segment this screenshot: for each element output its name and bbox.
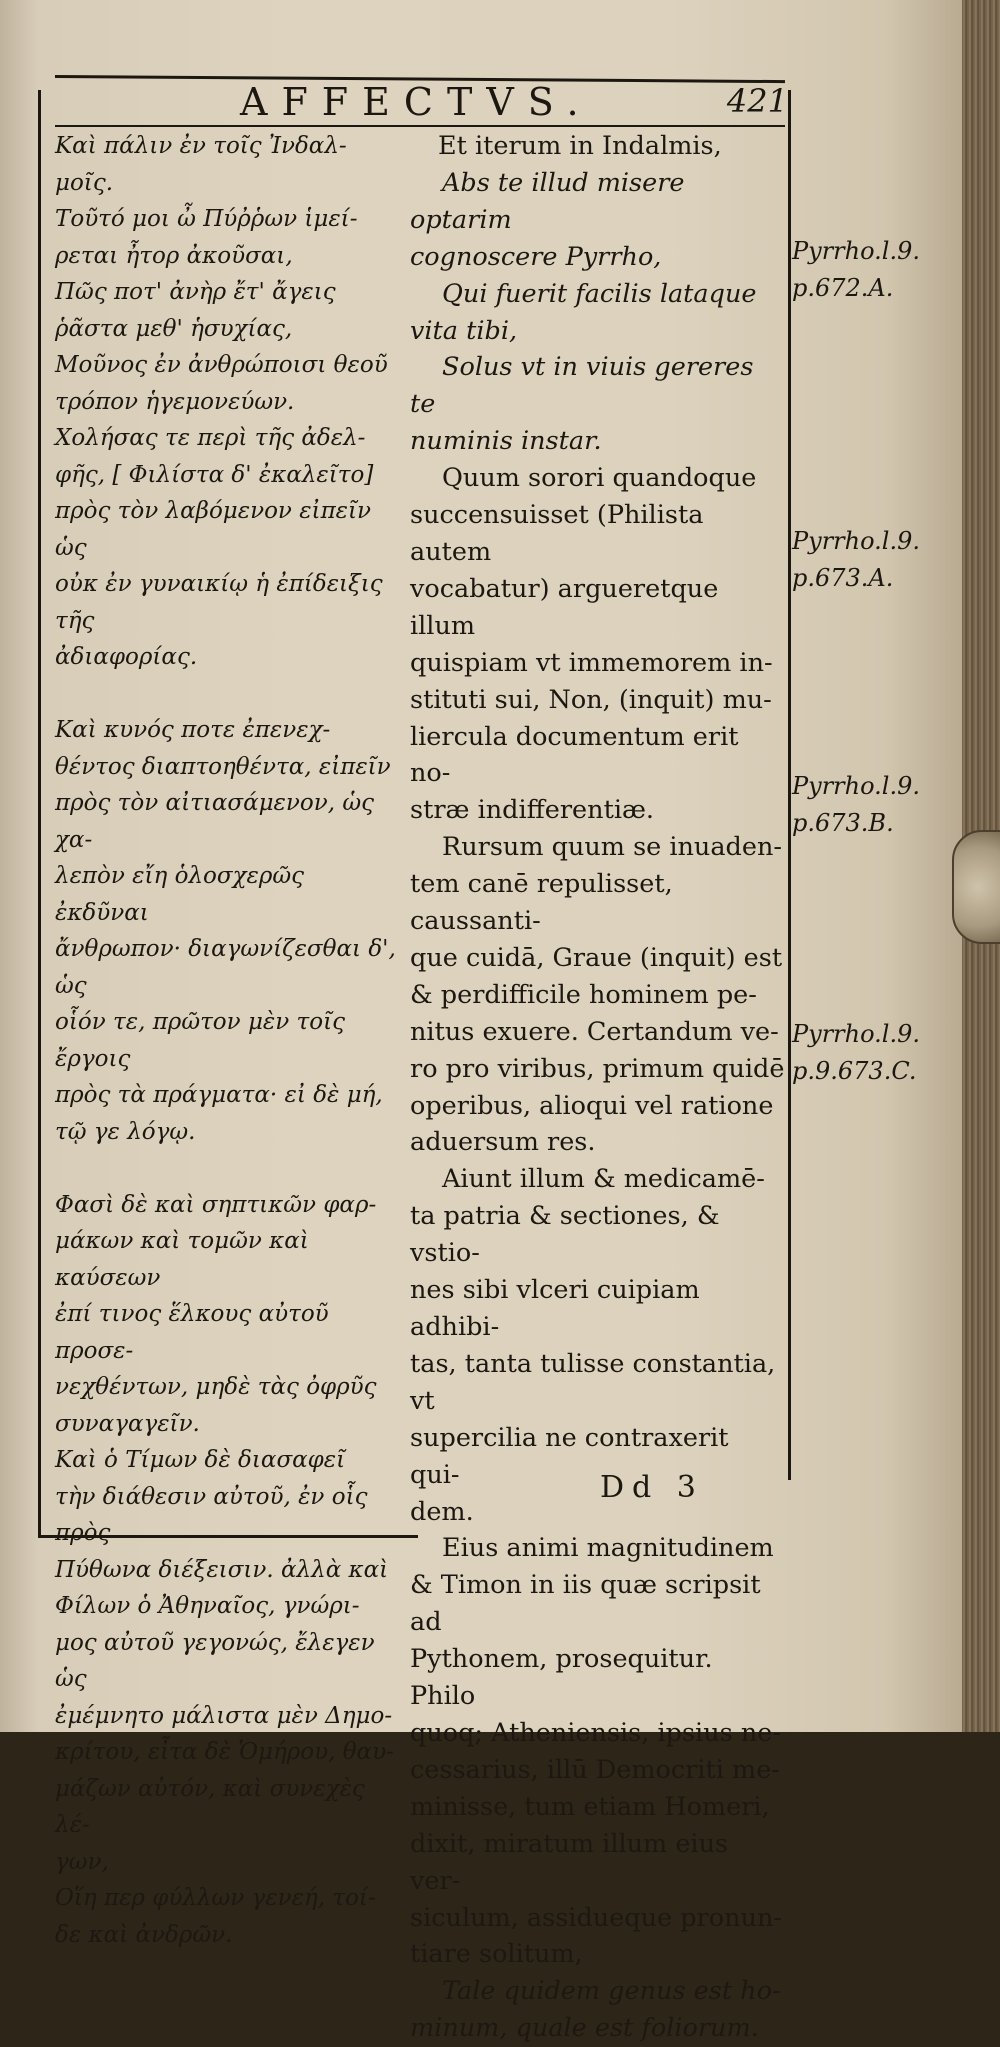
greek-line: ἀδιαφορίας. — [55, 644, 198, 670]
greek-line: οὐκ ἐν γυναικίῳ ἡ ἐπίδειξις τῆς — [55, 571, 383, 634]
latin-column — [410, 128, 785, 2047]
latin-line: Rursum quum se inuaden- — [442, 832, 783, 863]
greek-line: ῥᾶστα μεθ' ἡσυχίας, — [55, 315, 293, 342]
margin-note-page: p.673.A. — [792, 563, 894, 592]
greek-line: συναγαγεῖν. — [55, 1410, 200, 1437]
latin-line: Qui fuerit facilis lataque — [442, 278, 757, 309]
latin-line: stræ indifferentiæ. — [410, 795, 655, 826]
margin-note — [792, 768, 952, 842]
greek-line: τὴν διάθεσιν αὐτοῦ, ἐν οἷς πρὸς — [55, 1483, 368, 1546]
head-underline — [55, 125, 785, 127]
greek-line: νεχθέντων, μηδὲ τὰς ὀφρῦς — [55, 1374, 377, 1400]
latin-line: Et iterum in Indalmis, — [438, 131, 722, 161]
latin-line: Aiunt illum & medicamē- — [442, 1164, 765, 1195]
margin-note-book: Pyrrho.l.9. — [792, 527, 920, 555]
latin-line: dem. — [410, 1496, 474, 1527]
greek-line: τρόπον ἡγεμονεύων. — [55, 388, 295, 415]
greek-line: Οἵη περ φύλλων γενεή, τοί- — [55, 1885, 376, 1911]
greek-line: οἷόν τε, πρῶτον μὲν τοῖς ἔργοις — [55, 1009, 346, 1072]
greek-line: Τοῦτό μοι ὦ Πύῤῥων ἱμεί- — [55, 206, 358, 232]
frame-right-rule — [788, 90, 791, 1480]
latin-line: tas, tanta tulisse constantia, vt — [410, 1348, 776, 1416]
greek-line: δε καὶ ἀνδρῶν. — [55, 1921, 233, 1948]
latin-line: Eius animi magnitudinem — [442, 1533, 774, 1564]
greek-line: θέντος διαπτοηθέντα, εἰπεῖν — [55, 753, 391, 780]
greek-line: Καὶ ὁ Τίμων δὲ διασαφεῖ — [55, 1447, 346, 1473]
frame-left-rule — [38, 90, 41, 1535]
margin-note-book: Pyrrho.l.9. — [792, 237, 920, 265]
greek-line: Φασὶ δὲ καὶ σηπτικῶν φαρ- — [55, 1191, 377, 1218]
greek-line: μος αὐτοῦ γεγονώς, ἔλεγεν ὡς — [55, 1629, 375, 1692]
latin-line: Solus vt in viuis gereres te — [410, 352, 754, 420]
latin-line: ta patria & sectiones, & vstio- — [410, 1201, 720, 1269]
greek-line: Μοῦνος ἐν ἀνθρώποισι θεοῦ — [55, 352, 388, 378]
greek-line: Καὶ πάλιν ἐν τοῖς Ἰνδαλ- — [55, 133, 347, 159]
latin-line: cessarius, illū Democriti me- — [410, 1754, 780, 1785]
greek-line: φῆς, [ Φιλίστα δ' ἐκαλεῖτο] — [55, 461, 374, 488]
latin-line: liercula documentum erit no- — [410, 721, 739, 789]
latin-line: supercilia ne contraxerit qui- — [410, 1422, 729, 1490]
greek-line: κρίτου, εἶτα δὲ Ὁμήρου, θαυ- — [55, 1739, 394, 1765]
latin-line: succensuisset (Philista autem — [410, 500, 704, 567]
margin-note-page: p.673.B. — [792, 808, 894, 837]
clasp-icon — [952, 830, 1000, 944]
latin-line: Tale quidem genus est ho- — [442, 1976, 781, 2007]
greek-line: Πῶς ποτ' ἀνὴρ ἔτ' ἄγεις — [55, 279, 336, 305]
margin-note-page: p.9.673.C. — [792, 1056, 917, 1085]
greek-line — [55, 1150, 405, 1187]
latin-line: quoq; Atheniensis, ipsius ne- — [410, 1717, 781, 1748]
greek-line: γων, — [55, 1848, 109, 1875]
margin-note-book: Pyrrho.l.9. — [792, 772, 920, 800]
latin-line: nes sibi vlceri cuipiam adhibi- — [410, 1275, 700, 1342]
running-head: AFFECTVS. — [240, 80, 593, 124]
page-number: 421 — [726, 82, 788, 120]
greek-line: Χολήσας τε περὶ τῆς ἀδελ- — [55, 425, 366, 451]
latin-line: tiare solitum, — [410, 1939, 583, 1970]
latin-line: vita tibi, — [410, 315, 518, 346]
greek-line: ρεται ἦτορ ἀκοῦσαι, — [55, 242, 293, 269]
greek-line: μάζων αὐτόν, καὶ συνεχὲς λέ- — [55, 1775, 365, 1838]
latin-line: minisse, tum etiam Homeri, — [410, 1791, 770, 1822]
greek-line: Φίλων ὁ Ἀθηναῖος, γνώρι- — [55, 1593, 360, 1619]
latin-line: & perdifficile hominem pe- — [410, 979, 757, 1010]
greek-line: μάκων καὶ τομῶν καὶ καύσεων — [55, 1228, 309, 1291]
latin-line: stituti sui, Non, (inquit) mu- — [410, 684, 772, 715]
latin-line: dixit, miratum illum eius ver- — [410, 1828, 729, 1896]
margin-note — [792, 523, 952, 597]
latin-line: Pythonem, prosequitur. Philo — [410, 1644, 713, 1712]
latin-line: que cuidā, Graue (inquit) est — [410, 942, 783, 973]
margin-note-book: Pyrrho.l.9. — [792, 1020, 920, 1048]
signature-mark: Dd 3 — [600, 1470, 704, 1505]
margin-note — [792, 233, 952, 307]
latin-line: ro pro viribus, primum quidē — [410, 1053, 785, 1084]
greek-line: μοῖς. — [55, 169, 114, 196]
latin-line: siculum, assidueque pronun- — [410, 1902, 782, 1933]
latin-line: operibus, alioqui vel ratione — [410, 1090, 774, 1121]
greek-line — [55, 676, 405, 713]
greek-line: λεπὸν εἴη ὁλοσχερῶς ἐκδῦναι — [55, 863, 305, 926]
greek-line: πρὸς τὸν λαβόμενον εἰπεῖν ὡς — [55, 498, 372, 561]
greek-line: Καὶ κυνός ποτε ἐπενεχ- — [55, 717, 331, 743]
latin-line: tem canē repulisset, caussanti- — [410, 869, 673, 937]
greek-line: τῷ γε λόγῳ. — [55, 1118, 196, 1145]
latin-line: cognoscere Pyrrho, — [410, 241, 662, 272]
latin-line: & Timon in iis quæ scripsit ad — [410, 1570, 761, 1638]
greek-line: Πύθωνα διέξεισιν. ἀλλὰ καὶ — [55, 1556, 389, 1583]
greek-line: ἐπί τινος ἕλκους αὐτοῦ προσε- — [55, 1301, 329, 1364]
margin-note-page: p.672.A. — [792, 273, 894, 302]
latin-line: aduersum res. — [410, 1127, 596, 1158]
greek-line: πρὸς τὰ πράγματα· εἰ δὲ μή, — [55, 1082, 383, 1108]
latin-line: Quum sorori quandoque — [442, 463, 757, 494]
latin-line: quispiam vt immemorem in- — [410, 647, 773, 678]
latin-line: Abs te illud misere optarim — [410, 167, 685, 235]
greek-column — [55, 128, 405, 1953]
greek-line: πρὸς τὸν αἰτιασάμενον, ὡς χα- — [55, 790, 374, 853]
latin-line: numinis instar. — [410, 426, 602, 457]
greek-line: ἄνθρωπον· διαγωνίζεσθαι δ', ὡς — [55, 936, 396, 999]
margin-note — [792, 1016, 952, 1090]
greek-line: ἐμέμνητο μάλιστα μὲν Δημο- — [55, 1702, 393, 1729]
latin-line: nitus exuere. Certandum ve- — [410, 1016, 779, 1047]
latin-line: vocabatur) argueretque illum — [410, 573, 719, 641]
latin-line: minum, quale est foliorum. — [410, 2013, 759, 2044]
